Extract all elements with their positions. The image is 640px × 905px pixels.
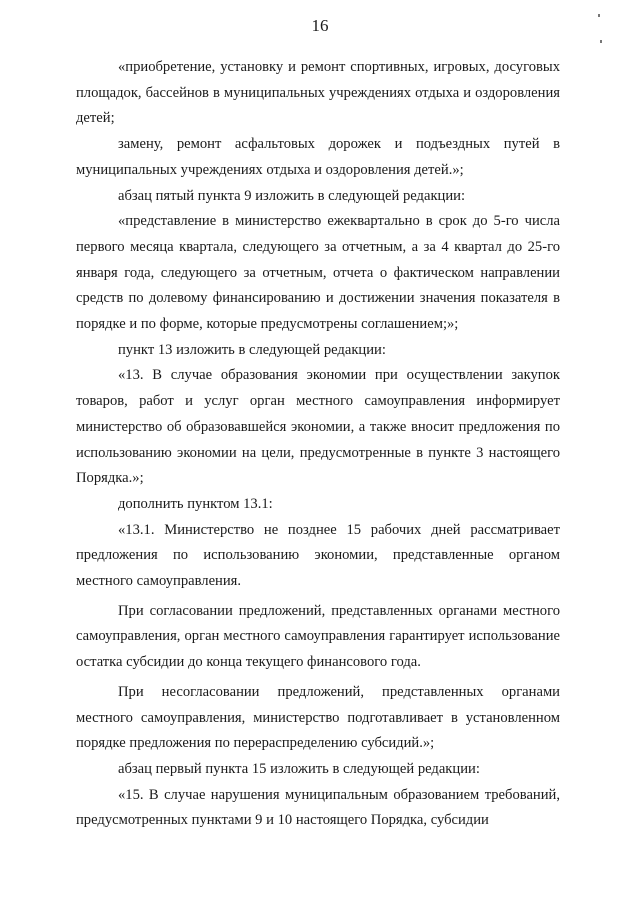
- paragraph: «представление в министерство ежеквартально в срок до 5-го числа первого месяца квартала, следующего за отчетным, а за 4 квартал до 25-го января года, следующего за отчетным, отчета о фактическом направлении средств по долевому финансированию и достижении значения показателя в порядке и по форме, которые предусмотрены соглашением;»;: [76, 213, 560, 333]
- paragraph: «15. В случае нарушения муниципальным образованием требований, предусмотренных пунктами 9 и 10 настоящего Порядка, субсидии: [76, 786, 560, 829]
- paragraph: При согласовании предложений, представленных органами местного самоуправления, орган местного самоуправления гарантирует использование остатка субсидии до конца текущего финансового года.: [76, 602, 560, 671]
- page-number: 16: [311, 16, 329, 35]
- paragraph: пункт 13 изложить в следующей редакции:: [118, 341, 386, 358]
- scan-speck: [598, 14, 600, 17]
- document-body: [76, 55, 560, 834]
- paragraph: дополнить пунктом 13.1:: [118, 495, 273, 512]
- paragraph: замену, ремонт асфальтовых дорожек и подъездных путей в муниципальных учреждениях отдыха и оздоровления детей.»;: [76, 136, 560, 178]
- paragraph: «приобретение, установку и ремонт спортивных, игровых, досуговых площадок, бассейнов в муниципальных учреждениях отдыха и оздоровления детей;: [76, 59, 560, 127]
- paragraph: При несогласовании предложений, представленных органами местного самоуправления, министерство подготавливает в установленном порядке предложения по перераспределению субсидий.»;: [76, 683, 560, 752]
- paragraph: абзац первый пункта 15 изложить в следующей редакции:: [118, 760, 480, 777]
- paragraph: «13.1. Министерство не позднее 15 рабочих дней рассматривает предложения по использованию экономии, представленные органом местного самоуправления.: [76, 521, 560, 590]
- paragraph: абзац пятый пункта 9 изложить в следующей редакции:: [118, 187, 466, 204]
- scan-speck: [600, 40, 602, 43]
- paragraph: «13. В случае образования экономии при осуществлении закупок товаров, работ и услуг орган местного самоуправления информирует министерство об образовавшейся экономии, а также вносит предложения по использованию экономии на цели, предусмотренные в пункте 3 настоящего Порядка.»;: [76, 367, 560, 487]
